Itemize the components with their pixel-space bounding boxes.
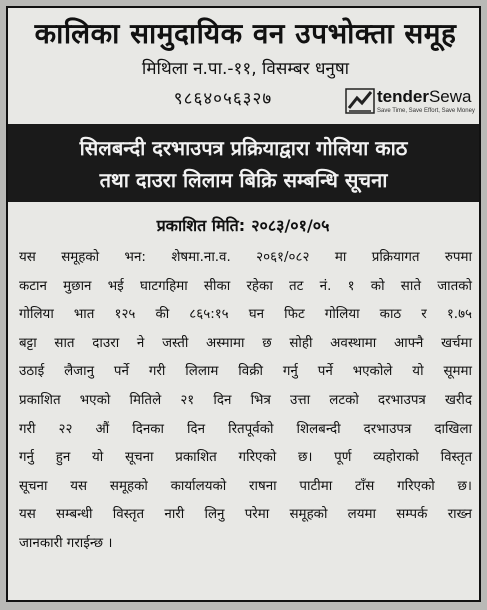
notice-title-line-1: सिलबन्दी दरभाउपत्र प्रक्रियाद्वारा गोलिया काठ [79, 136, 408, 160]
logo-wordmark-part2: Sewa [428, 87, 472, 106]
tendersewa-logo [343, 86, 481, 120]
organization-address: मिथिला न.पा.-११, विसम्बर धनुषा [141, 59, 350, 79]
body-line: गर्नु हुन यो सूचना प्रकाशित गरिएको छ। पूर्ण व्यहोराको विस्तृत [19, 450, 472, 466]
logo-wordmark-part1: tender [377, 87, 429, 106]
body-line: बट्टा सात दाउरा ने जस्ती अस्मामा छ सोही अवस्थामा आफ्नै खर्चमा [19, 335, 472, 351]
notice-title-line-2: तथा दाउरा लिलाम बिक्रि सम्बन्धि सूचना [99, 168, 388, 192]
publication-date [78, 214, 408, 236]
publication-date-value: २०८३/०१/०५ [251, 216, 330, 235]
body-line: गरी २२ औं दिनका दिन रितपूर्वको शिलबन्दी दरभाउपत्र दाखिला [19, 421, 472, 437]
body-line: प्रकाशित भएको मितिले २१ दिन भित्र उत्ता लटको दरभाउपत्र खरीद [19, 392, 472, 408]
notice-body [19, 244, 472, 559]
body-line: सूचना यस समूहको कार्यालयको राषना पाटीमा टाँस गरिएको छ। [19, 478, 472, 494]
body-line: जानकारी गराईन्छ । [19, 535, 113, 551]
logo-tagline: Save Time, Save Effort, Save Money [377, 108, 475, 114]
body-line: कटान मुछान भई घाटगहिमा सीका रहेका तट नं. १ को साते जातको [19, 278, 472, 294]
body-line: यस समूहको भन: शेषमा.ना.व. २०६१/०८२ मा प्रक्रियागत रुपमा [19, 250, 472, 265]
notice-title-banner [8, 124, 479, 202]
body-line: यस सम्बन्धी विस्तृत नारी लिनु परेमा समूहको लयमा सम्पर्क राख्न [19, 507, 472, 523]
logo-wordmark [377, 87, 472, 107]
body-line: गोलिया भात १२५ की ८६५:१५ घन फिट गोलिया काठ र १.७५ [19, 307, 472, 323]
publication-date-label: प्रकाशित मिति: [156, 216, 246, 235]
tendersewa-logo-icon [345, 88, 375, 114]
organization-phone: ९८६४०५६३२७ [173, 89, 273, 109]
tender-notice [6, 6, 481, 602]
body-line: उठाई लैजानु पर्ने गरी लिलाम विक्री गर्नु पर्ने भएकोले यो सूममा [19, 364, 472, 380]
organization-name: कालिका सामुदायिक वन उपभोक्ता समूह [34, 17, 457, 50]
